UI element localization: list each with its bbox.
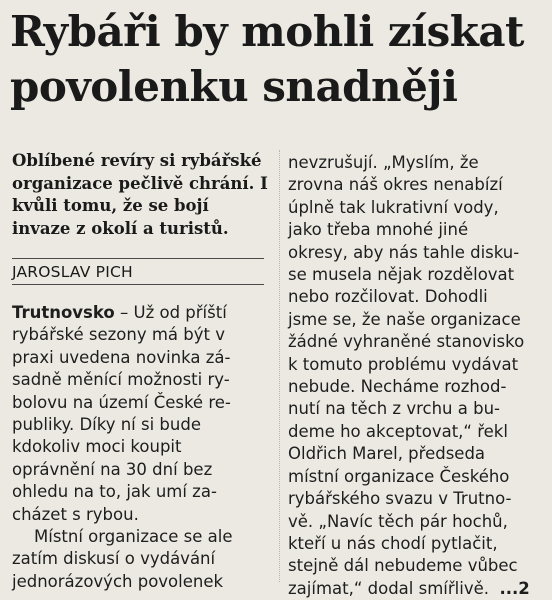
- column-separator: [279, 150, 280, 582]
- article-line: jsme se, že naše organizace: [288, 309, 521, 329]
- article-line: okresy, aby nás tahle disku-: [288, 242, 520, 262]
- article-line: jako třeba mnohé jiné: [288, 220, 469, 240]
- article-line: se musela nějak rozdělovat: [288, 265, 515, 285]
- article-line: nebude. Necháme rozhod-: [288, 377, 507, 397]
- article-line: místní organizace Českého: [288, 466, 510, 486]
- lead-line: organizace pečlivě chrání. I: [12, 173, 268, 193]
- article-line: rybářského svazu v Trutno-: [288, 489, 512, 509]
- article-line: ohledu na to, jak umí za-: [12, 482, 217, 502]
- article-line: nevzrušují. „Myslím, že: [288, 153, 479, 172]
- lead-line: invaze z okolí a turistů.: [12, 218, 229, 238]
- article-line: sadně měnící možnosti ry-: [12, 370, 230, 390]
- author-rule-bottom: [12, 284, 264, 285]
- article-line: rybářské sezony má být v: [12, 325, 225, 345]
- first-line-rest: – Už od příští: [114, 303, 227, 322]
- article-line: žádné vyhraněné stanovisko: [288, 332, 525, 352]
- article-line: vě. „Navíc těch pár hochů,: [288, 511, 508, 531]
- article-line: oprávnění na 30 dní bez: [12, 459, 213, 479]
- article-column-left: [12, 302, 274, 593]
- article-last-line: [288, 578, 550, 600]
- dateline: Trutnovsko: [12, 303, 115, 322]
- article-line: deme ho akceptovat,“ řekl: [288, 421, 508, 441]
- article-line: k tomuto problému vydávat: [288, 354, 519, 374]
- headline: [10, 4, 550, 114]
- article-line: zrovna náš okres nenabízí: [288, 175, 503, 195]
- headline-line: Rybáři by mohli získat: [10, 7, 524, 56]
- author-rule-top: [12, 258, 264, 259]
- article-line: zatím diskusí o vydávání: [12, 549, 216, 569]
- author-byline: JAROSLAV PICH: [12, 263, 133, 281]
- article-line: kteří u nás chodí pytlačit,: [288, 533, 498, 553]
- article-line: praxi uvedena novinka zá-: [12, 347, 231, 367]
- lead-line: kvůli tomu, že se bojí: [12, 196, 209, 215]
- article-line: nutí na těch z vrchu a bu-: [288, 399, 500, 419]
- headline-line: povolenku snadněji: [10, 62, 458, 111]
- article-line: stejně dál nebudeme vůbec: [288, 556, 518, 576]
- lead-paragraph: [12, 150, 274, 240]
- article-line: kdokoliv moci koupit: [12, 437, 182, 457]
- article-line: cházet s rybou.: [12, 504, 139, 524]
- last-line-text: zajímat,“ dodal smířlivě.: [288, 578, 489, 598]
- article-line: Oldřich Marel, předseda: [288, 444, 486, 464]
- article-line: bolovu na území České re-: [12, 392, 231, 412]
- article-line: jednorázových povolenek: [12, 571, 224, 591]
- article-first-line: [12, 302, 274, 324]
- continuation-marker: ...2: [499, 578, 530, 598]
- article-line: Místní organizace se ale: [34, 527, 233, 547]
- article-line: nebo rozčilovat. Dohodli: [288, 287, 488, 307]
- article-line: úplně tak lukrativní vody,: [288, 197, 499, 217]
- lead-line: Oblíbené revíry si rybářské: [12, 151, 262, 170]
- article-column-right: [288, 152, 550, 600]
- article-line: publiky. Díky ní si bude: [12, 415, 201, 435]
